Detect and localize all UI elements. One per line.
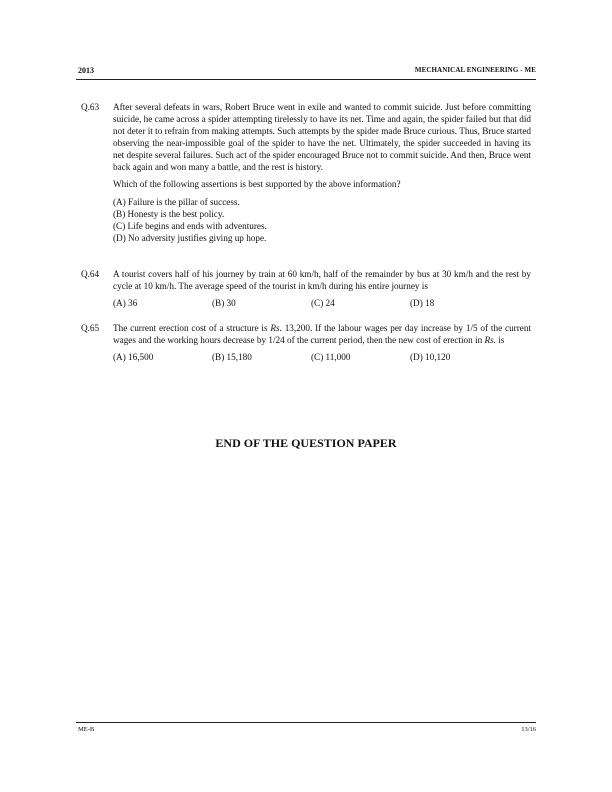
question-65 bbox=[81, 322, 531, 363]
question-number: Q.63 bbox=[81, 102, 100, 112]
option-row bbox=[113, 297, 531, 309]
question-text-part: is bbox=[495, 335, 505, 345]
header-rule bbox=[76, 79, 536, 80]
question-text-part: 13,200. If the labour wages per day increase by 1/5 of the current wages and the working hours decrease by 1/24 of the current period, then the new cost of erection in bbox=[113, 323, 532, 345]
end-of-paper-heading: END OF THE QUESTION PAPER bbox=[215, 436, 397, 450]
question-64 bbox=[81, 268, 531, 309]
footer-rule bbox=[76, 722, 536, 723]
option-a: (A) Failure is the pillar of success. bbox=[113, 197, 240, 207]
option-c: (C) 24 bbox=[311, 298, 335, 308]
question-63 bbox=[81, 101, 531, 244]
footer-page-number: 13/16 bbox=[521, 726, 536, 733]
option-a: (A) 16,500 bbox=[113, 352, 154, 362]
footer-code: ME-B bbox=[78, 726, 95, 733]
option-a: (A) 36 bbox=[113, 298, 138, 308]
question-number: Q.64 bbox=[81, 269, 100, 279]
option-d: (D) 18 bbox=[410, 298, 435, 308]
option-list bbox=[113, 196, 531, 244]
option-d: (D) 10,120 bbox=[410, 352, 451, 362]
option-row bbox=[113, 351, 531, 363]
question-text: A tourist covers half of his journey by train at 60 km/h, half of the remainder by bus at 30 km/h and the rest by cycle at 10 km/h. The average speed of the tourist in km/h during his entire journey is bbox=[113, 269, 531, 291]
option-b: (B) 15,180 bbox=[212, 352, 252, 362]
header-subject: MECHANICAL ENGINEERING - ME bbox=[414, 66, 536, 74]
option-b: (B) 30 bbox=[212, 298, 236, 308]
question-number: Q.65 bbox=[81, 323, 100, 333]
question-text bbox=[113, 322, 531, 346]
option-b: (B) Honesty is the best policy. bbox=[113, 209, 225, 219]
currency-unit: Rs. bbox=[270, 323, 282, 333]
option-c: (C) 11,000 bbox=[311, 352, 351, 362]
question-prompt: Which of the following assertions is best supported by the above information? bbox=[113, 179, 401, 189]
option-c: (C) Life begins and ends with adventures. bbox=[113, 221, 267, 231]
header-year: 2013 bbox=[78, 66, 94, 75]
currency-unit: Rs. bbox=[484, 335, 496, 345]
question-text-part: The current erection cost of a structure is bbox=[113, 323, 271, 333]
option-d: (D) No adversity justifies giving up hope. bbox=[113, 233, 267, 243]
question-text: After several defeats in wars, Robert Bruce went in exile and wanted to commit suicide. Just before committing suicide, he came across a spider attempting tirelessly to have its net. Time and again, the spider failed but that did not deter it to refrain from making attempts. Such attempts by the spider made Bruce curious. Thus, Bruce started observing the near-impossible goal of the spider to have the net. Ultimately, the spider succeeded in having its net despite several failures. Such act of the spider encouraged Bruce not to commit suicide. And then, Bruce went back again and won many a battle, and the rest is history. bbox=[113, 102, 531, 172]
